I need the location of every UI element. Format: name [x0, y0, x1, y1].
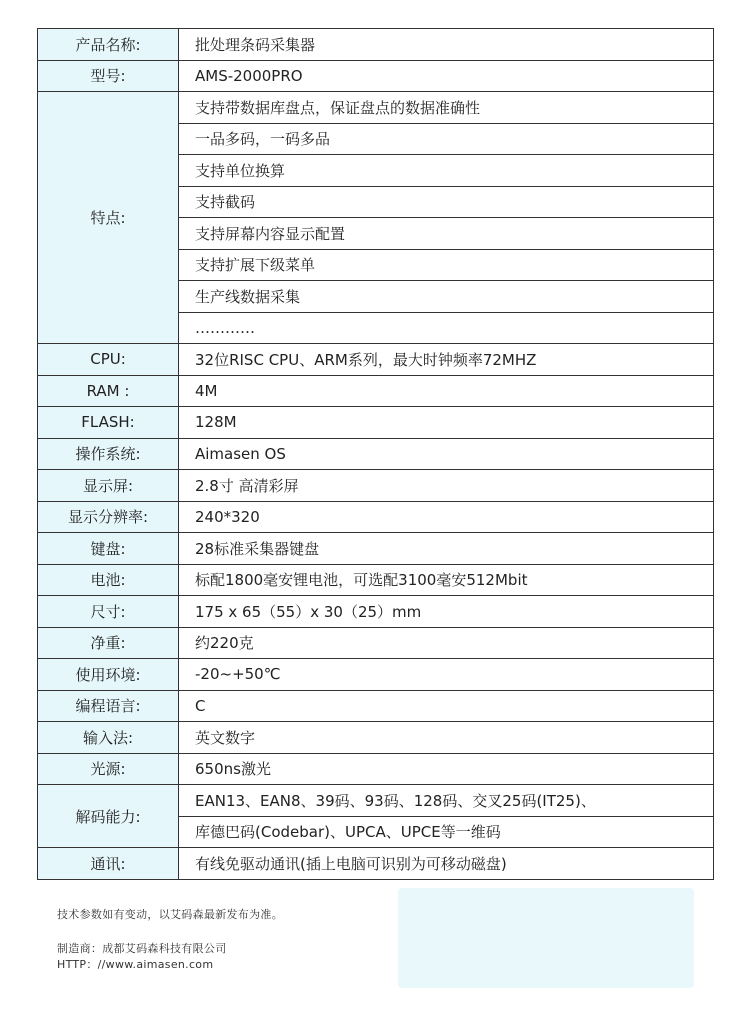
- spec-row: [38, 344, 714, 376]
- spec-key: 尺寸:: [38, 596, 179, 628]
- spec-key: 净重:: [38, 627, 179, 659]
- spec-value: Aimasen OS: [179, 438, 714, 470]
- spec-row: [38, 533, 714, 565]
- spec-value: 标配1800毫安锂电池，可选配3100毫安512Mbit: [179, 564, 714, 596]
- spec-value: …………: [179, 312, 714, 344]
- spec-table-body: [38, 29, 714, 880]
- spec-row: [38, 29, 714, 61]
- spec-row: [38, 92, 714, 124]
- spec-key: 使用环境:: [38, 659, 179, 691]
- spec-key: 型号:: [38, 60, 179, 92]
- spec-value: 批处理条码采集器: [179, 29, 714, 61]
- spec-row: [38, 438, 714, 470]
- spec-value: EAN13、EAN8、39码、93码、128码、交叉25码(IT25)、: [179, 785, 714, 817]
- spec-value: 支持屏幕内容显示配置: [179, 218, 714, 250]
- spec-row: [38, 659, 714, 691]
- spec-key: 产品名称:: [38, 29, 179, 61]
- spec-row: [38, 60, 714, 92]
- spec-value: 128M: [179, 407, 714, 439]
- spec-value: C: [179, 690, 714, 722]
- spec-value: 支持截码: [179, 186, 714, 218]
- spec-value: 英文数字: [179, 722, 714, 754]
- spec-value: AMS-2000PRO: [179, 60, 714, 92]
- spec-key: RAM :: [38, 375, 179, 407]
- spec-key: 特点:: [38, 92, 179, 344]
- disclaimer-note: 技术参数如有变动，以艾码森最新发布为准。: [57, 908, 283, 921]
- spec-value: 28标准采集器键盘: [179, 533, 714, 565]
- spec-row: [38, 627, 714, 659]
- spec-key: FLASH:: [38, 407, 179, 439]
- spec-value: 支持带数据库盘点，保证盘点的数据准确性: [179, 92, 714, 124]
- spec-value: 约220克: [179, 627, 714, 659]
- spec-row: [38, 722, 714, 754]
- spec-row: [38, 848, 714, 880]
- spec-row: [38, 753, 714, 785]
- spec-value: -20~+50℃: [179, 659, 714, 691]
- spec-value: 一品多码，一码多品: [179, 123, 714, 155]
- blank-panel: [398, 888, 694, 988]
- spec-row: [38, 690, 714, 722]
- spec-key: 显示分辨率:: [38, 501, 179, 533]
- spec-value: 650ns激光: [179, 753, 714, 785]
- spec-key: 键盘:: [38, 533, 179, 565]
- spec-key: 光源:: [38, 753, 179, 785]
- website-text: HTTP：//www.aimasen.com: [57, 958, 214, 971]
- spec-key: 编程语言:: [38, 690, 179, 722]
- spec-value: 支持扩展下级菜单: [179, 249, 714, 281]
- spec-table: [37, 28, 714, 880]
- spec-row: [38, 785, 714, 817]
- spec-key: 通讯:: [38, 848, 179, 880]
- spec-row: [38, 375, 714, 407]
- manufacturer-text: 制造商：成都艾码森科技有限公司: [57, 942, 227, 955]
- spec-value: 2.8寸 高清彩屏: [179, 470, 714, 502]
- spec-row: [38, 470, 714, 502]
- spec-key: 显示屏:: [38, 470, 179, 502]
- spec-value: 240*320: [179, 501, 714, 533]
- spec-value: 32位RISC CPU、ARM系列，最大时钟频率72MHZ: [179, 344, 714, 376]
- spec-value: 支持单位换算: [179, 155, 714, 187]
- spec-value: 175 x 65（55）x 30（25）mm: [179, 596, 714, 628]
- spec-row: [38, 501, 714, 533]
- spec-value: 库德巴码(Codebar)、UPCA、UPCE等一维码: [179, 816, 714, 848]
- spec-key: 解码能力:: [38, 785, 179, 848]
- spec-value: 4M: [179, 375, 714, 407]
- spec-key: 电池:: [38, 564, 179, 596]
- spec-row: [38, 564, 714, 596]
- spec-key: 输入法:: [38, 722, 179, 754]
- spec-value: 有线免驱动通讯(插上电脑可识别为可移动磁盘): [179, 848, 714, 880]
- spec-value: 生产线数据采集: [179, 281, 714, 313]
- spec-key: 操作系统:: [38, 438, 179, 470]
- spec-row: [38, 407, 714, 439]
- spec-key: CPU:: [38, 344, 179, 376]
- spec-row: [38, 596, 714, 628]
